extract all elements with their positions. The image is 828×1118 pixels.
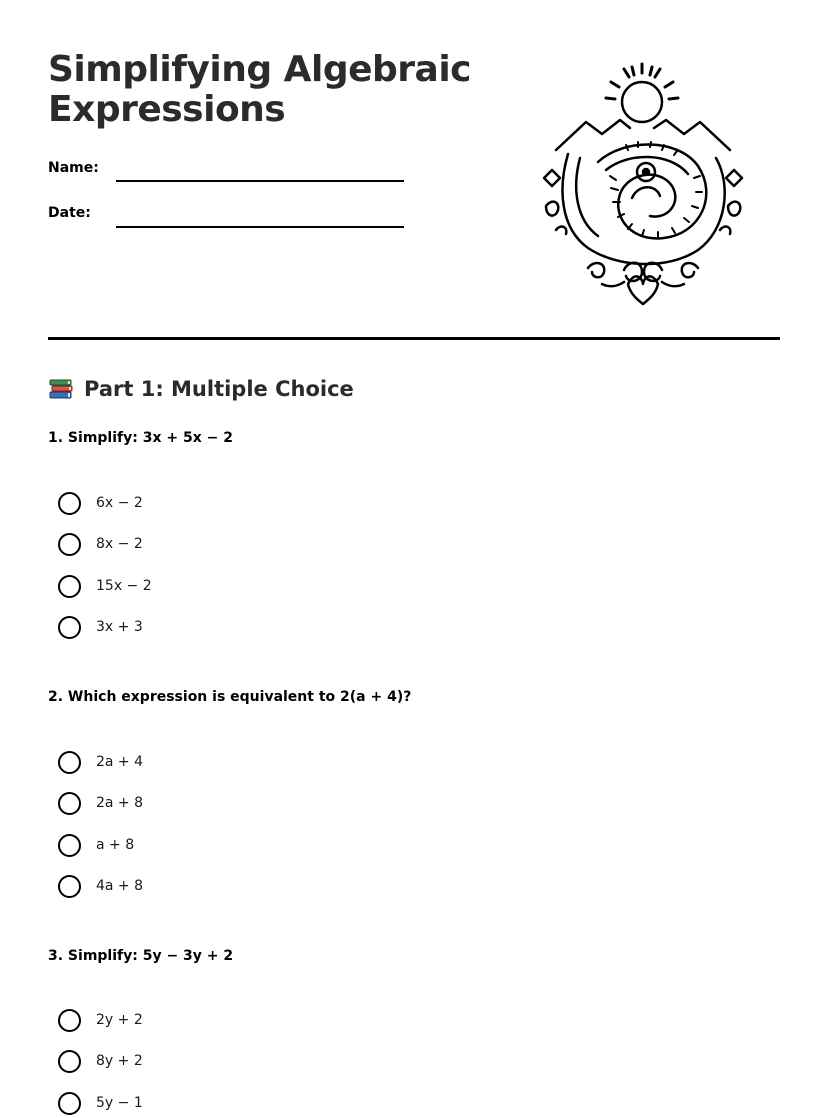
- radio-button[interactable]: [58, 492, 81, 515]
- option-label: 5y − 1: [96, 1095, 143, 1111]
- q2-option-c[interactable]: [58, 833, 134, 857]
- radio-button[interactable]: [58, 792, 81, 815]
- option-label: 2a + 8: [96, 795, 144, 811]
- radio-button[interactable]: [58, 533, 81, 556]
- option-label: 3x + 3: [96, 619, 143, 635]
- radio-button[interactable]: [58, 1092, 81, 1115]
- q1-option-c[interactable]: [58, 574, 152, 598]
- radio-button[interactable]: [58, 834, 81, 857]
- option-label: 2a + 4: [96, 754, 144, 770]
- question-3: 3. Simplify: 5y − 3y + 2: [48, 948, 234, 964]
- option-label: 6x − 2: [96, 495, 143, 511]
- q2-option-d[interactable]: [58, 874, 143, 898]
- part1-heading: [48, 374, 354, 404]
- q3-option-a[interactable]: [58, 1008, 143, 1032]
- radio-button[interactable]: [58, 575, 81, 598]
- decorative-emblem-icon: [528, 58, 758, 310]
- q1-option-a[interactable]: [58, 491, 143, 515]
- q2-option-a[interactable]: [58, 750, 143, 774]
- radio-button[interactable]: [58, 616, 81, 639]
- section-title: Part 1: Multiple Choice: [84, 377, 354, 401]
- option-label: 2y + 2: [96, 1012, 143, 1028]
- worksheet-title: Simplifying Algebraic Expressions: [48, 49, 472, 130]
- question-1: 1. Simplify: 3x + 5x − 2: [48, 430, 233, 446]
- option-label: 15x − 2: [96, 578, 152, 594]
- q3-option-b[interactable]: [58, 1049, 143, 1073]
- books-icon: [48, 376, 74, 402]
- q2-option-b[interactable]: [58, 791, 143, 815]
- name-field[interactable]: [116, 180, 404, 182]
- q1-option-d[interactable]: [58, 615, 143, 639]
- option-label: 8x − 2: [96, 536, 143, 552]
- section-divider: [48, 337, 780, 340]
- radio-button[interactable]: [58, 875, 81, 898]
- date-label: Date:: [48, 205, 91, 221]
- date-field[interactable]: [116, 226, 404, 228]
- q1-option-b[interactable]: [58, 532, 143, 556]
- option-label: 8y + 2: [96, 1053, 143, 1069]
- radio-button[interactable]: [58, 751, 81, 774]
- name-label: Name:: [48, 160, 99, 176]
- option-label: a + 8: [96, 837, 135, 853]
- q3-option-c[interactable]: [58, 1091, 143, 1115]
- radio-button[interactable]: [58, 1009, 81, 1032]
- question-2: 2. Which expression is equivalent to 2(a + 4)?: [48, 689, 412, 705]
- option-label: 4a + 8: [96, 878, 144, 894]
- radio-button[interactable]: [58, 1050, 81, 1073]
